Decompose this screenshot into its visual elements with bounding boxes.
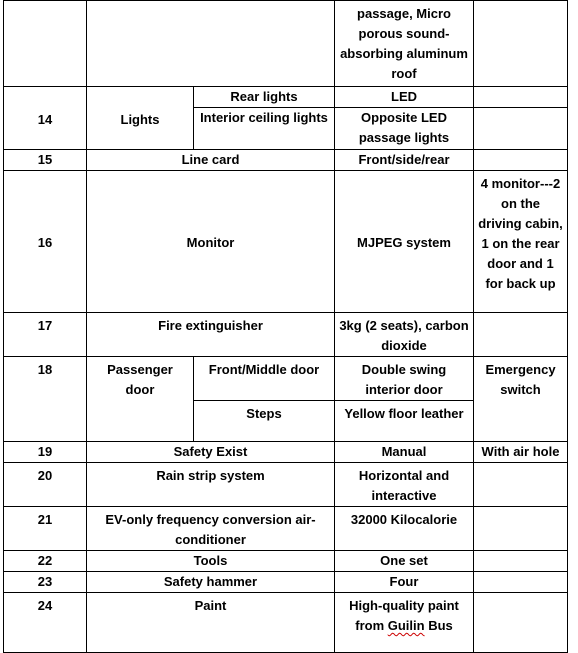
remark-cell: [474, 313, 568, 357]
spec-cell: Double swing interior door: [335, 357, 474, 401]
item-cell: Lights: [87, 87, 194, 150]
sub-item-cell: Interior ceiling lights: [194, 108, 335, 150]
remark-cell: With air hole: [474, 442, 568, 463]
number-cell: 16: [4, 171, 87, 313]
spellcheck-underlined-word: Guilin: [387, 618, 425, 633]
table-row: [4, 171, 568, 313]
spec-cell: MJPEG system: [335, 171, 474, 313]
spec-cell: One set: [335, 551, 474, 572]
item-cell: Monitor: [87, 171, 335, 313]
remark-cell: [474, 463, 568, 507]
spec-cell: Front/side/rear: [335, 150, 474, 171]
table-row: [4, 463, 568, 507]
remark-cell: [474, 87, 568, 108]
table-row: [4, 357, 568, 401]
item-cell: Rain strip system: [87, 463, 335, 507]
remark-cell: [474, 507, 568, 551]
item-cell: Safety Exist: [87, 442, 335, 463]
spec-cell: Manual: [335, 442, 474, 463]
item-cell: Line card: [87, 150, 335, 171]
spec-cell: Horizontal and interactive: [335, 463, 474, 507]
table-row: [4, 572, 568, 593]
item-cell: Tools: [87, 551, 335, 572]
item-cell: EV-only frequency conversion air-conditioner: [87, 507, 335, 551]
table-row: [4, 1, 568, 87]
sub-item-cell: Rear lights: [194, 87, 335, 108]
item-cell: Safety hammer: [87, 572, 335, 593]
remark-cell: Emergency switch: [474, 357, 568, 442]
table-row: [4, 87, 568, 108]
sub-item-cell: Front/Middle door: [194, 357, 335, 401]
remark-cell: [474, 150, 568, 171]
spec-cell: passage, Micro porous sound-absorbing aluminum roof: [335, 1, 474, 87]
remark-cell: 4 monitor---2 on the driving cabin, 1 on the rear door and 1 for back up: [474, 171, 568, 313]
spec-cell: 3kg (2 seats), carbon dioxide: [335, 313, 474, 357]
number-cell: 21: [4, 507, 87, 551]
remark-cell: [474, 551, 568, 572]
item-cell: Paint: [87, 593, 335, 653]
table-row: [4, 507, 568, 551]
table-row: [4, 150, 568, 171]
remark-cell: [474, 1, 568, 87]
number-cell: 18: [4, 357, 87, 442]
remark-cell: [474, 108, 568, 150]
number-cell: 14: [4, 87, 87, 150]
table-row: [4, 442, 568, 463]
number-cell: [4, 1, 87, 87]
table-row: [4, 551, 568, 572]
spec-cell: LED: [335, 87, 474, 108]
remark-cell: [474, 572, 568, 593]
item-cell: Fire extinguisher: [87, 313, 335, 357]
spec-cell: 32000 Kilocalorie: [335, 507, 474, 551]
spec-table: [3, 0, 568, 653]
number-cell: 24: [4, 593, 87, 653]
number-cell: 20: [4, 463, 87, 507]
number-cell: 17: [4, 313, 87, 357]
number-cell: 15: [4, 150, 87, 171]
sub-item-cell: Steps: [194, 401, 335, 442]
spec-cell: Opposite LED passage lights: [335, 108, 474, 150]
item-cell: Passenger door: [87, 357, 194, 442]
spec-cell: Yellow floor leather: [335, 401, 474, 442]
spec-text: Bus: [424, 618, 453, 633]
item-cell: [87, 1, 335, 87]
number-cell: 22: [4, 551, 87, 572]
spec-text: High-quality paint from: [349, 598, 459, 633]
number-cell: 23: [4, 572, 87, 593]
number-cell: 19: [4, 442, 87, 463]
table-row: [4, 313, 568, 357]
spec-cell: Four: [335, 572, 474, 593]
